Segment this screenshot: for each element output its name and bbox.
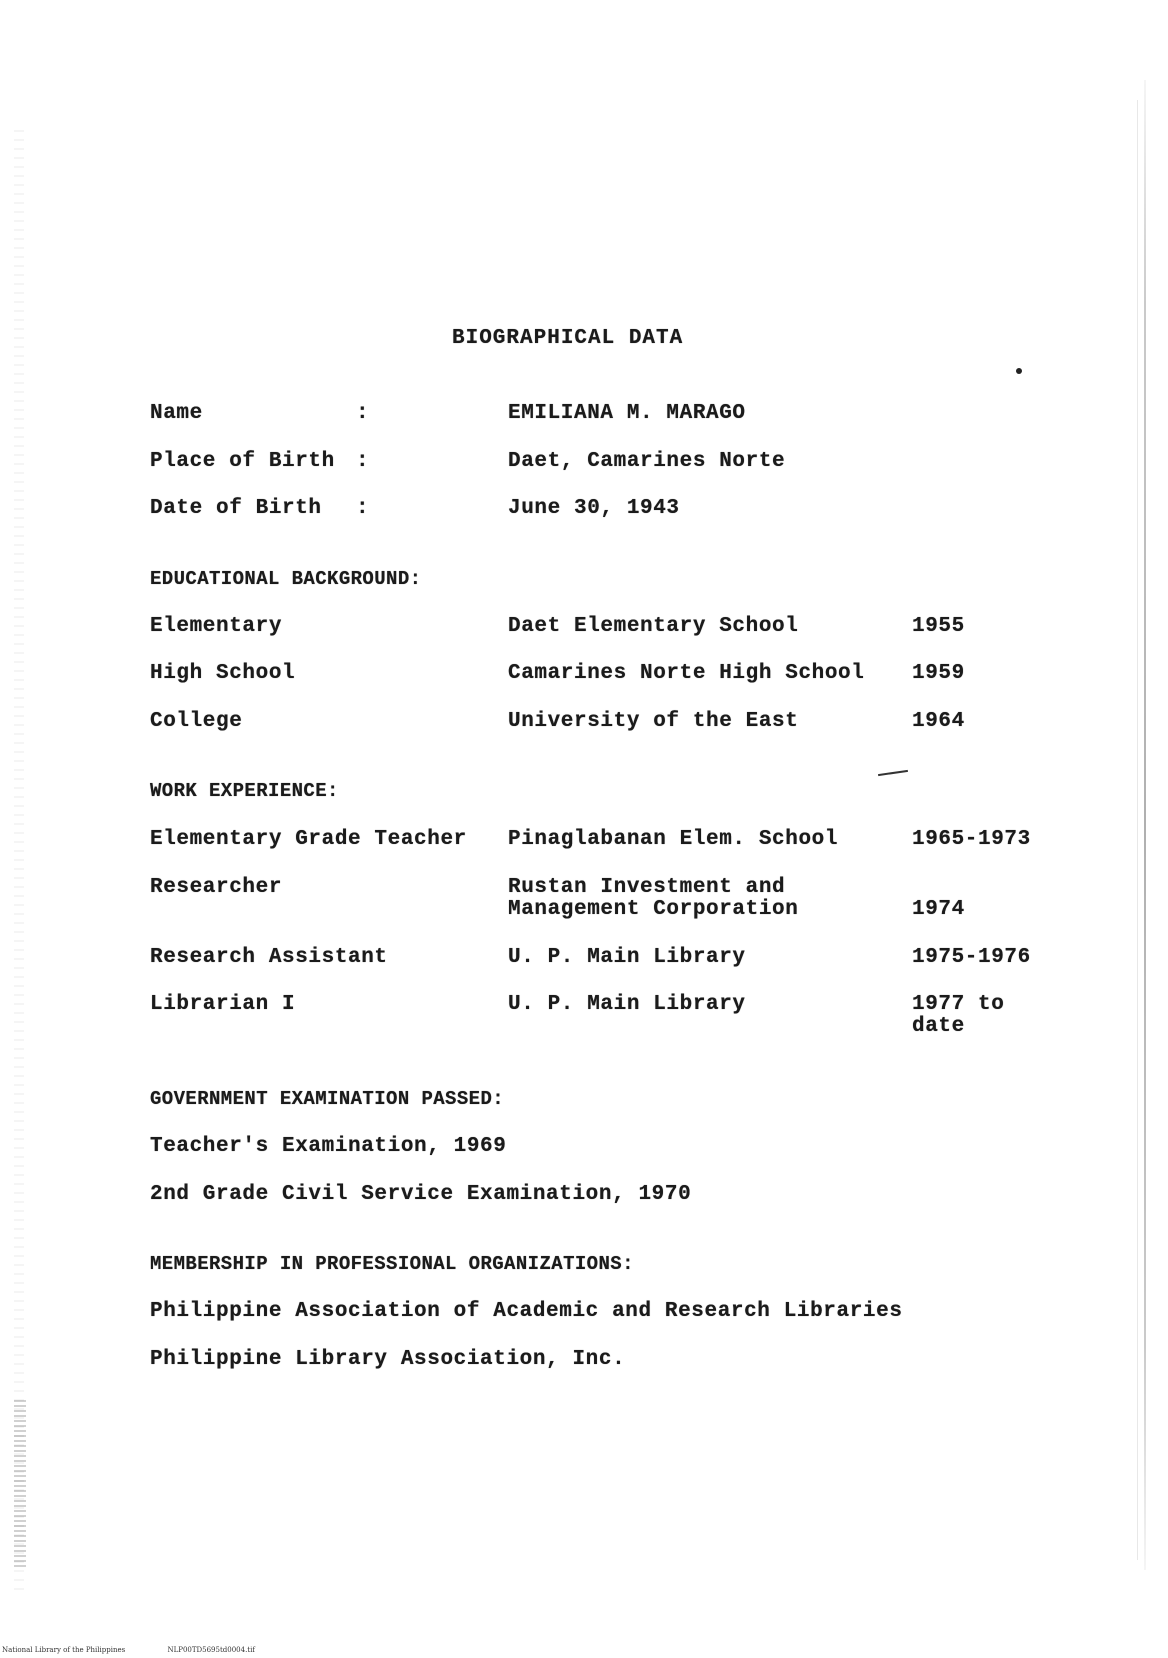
work-year: 1974 [912, 898, 965, 921]
education-level: College [150, 710, 243, 733]
memberships-heading: MEMBERSHIP IN PROFESSIONAL ORGANIZATIONS: [150, 1253, 634, 1275]
work-employer: U. P. Main Library [508, 946, 746, 969]
work-year-line2: date [912, 1015, 965, 1038]
date-of-birth-colon: : [356, 497, 370, 520]
work-year: 1975-1976 [912, 946, 1031, 969]
education-year: 1955 [912, 615, 965, 638]
education-level: High School [150, 662, 296, 685]
work-position: Research Assistant [150, 946, 388, 969]
membership-item: Philippine Association of Academic and Research Libraries [150, 1300, 903, 1323]
exams-heading: GOVERNMENT EXAMINATION PASSED: [150, 1088, 505, 1110]
work-employer: U. P. Main Library [508, 993, 746, 1016]
education-school: Daet Elementary School [508, 615, 799, 638]
scan-footer [2, 1646, 255, 1654]
work-employer-line2: Management Corporation [508, 898, 799, 921]
work-employer-line1: Rustan Investment and [508, 876, 786, 899]
work-position: Librarian I [150, 993, 296, 1016]
pen-mark [878, 770, 908, 776]
education-heading: EDUCATIONAL BACKGROUND: [150, 568, 422, 590]
place-of-birth-value: Daet, Camarines Norte [508, 450, 786, 473]
education-year: 1959 [912, 662, 965, 685]
work-year: 1965-1973 [912, 828, 1031, 851]
work-year-line1: 1977 to [912, 993, 1005, 1016]
name-label: Name [150, 402, 203, 425]
scan-speck [1016, 368, 1022, 374]
membership-item: Philippine Library Association, Inc. [150, 1348, 626, 1371]
education-level: Elementary [150, 615, 283, 638]
footer-file-id: NLP00TD5695td0004.tif [167, 1646, 255, 1654]
education-year: 1964 [912, 710, 965, 733]
place-of-birth-colon: : [356, 450, 370, 473]
work-heading: WORK EXPERIENCE: [150, 780, 339, 802]
place-of-birth-label: Place of Birth [150, 450, 335, 473]
name-value: EMILIANA M. MARAGO [508, 402, 746, 425]
education-school: Camarines Norte High School [508, 662, 865, 685]
work-employer: Pinaglabanan Elem. School [508, 828, 839, 851]
page-title: BIOGRAPHICAL DATA [452, 327, 684, 350]
scan-edge-right-inner [1137, 100, 1138, 1560]
name-colon: : [356, 402, 370, 425]
exam-item: Teacher's Examination, 1969 [150, 1135, 507, 1158]
work-position: Researcher [150, 876, 283, 899]
footer-source: National Library of the Philippines [2, 1646, 126, 1654]
date-of-birth-value: June 30, 1943 [508, 497, 680, 520]
scan-edge-left-noise [14, 1400, 26, 1570]
scan-edge-right [1144, 80, 1146, 1570]
date-of-birth-label: Date of Birth [150, 497, 322, 520]
education-school: University of the East [508, 710, 799, 733]
scan-edge-left [14, 130, 24, 1590]
work-position: Elementary Grade Teacher [150, 828, 467, 851]
exam-item: 2nd Grade Civil Service Examination, 1970 [150, 1183, 692, 1206]
